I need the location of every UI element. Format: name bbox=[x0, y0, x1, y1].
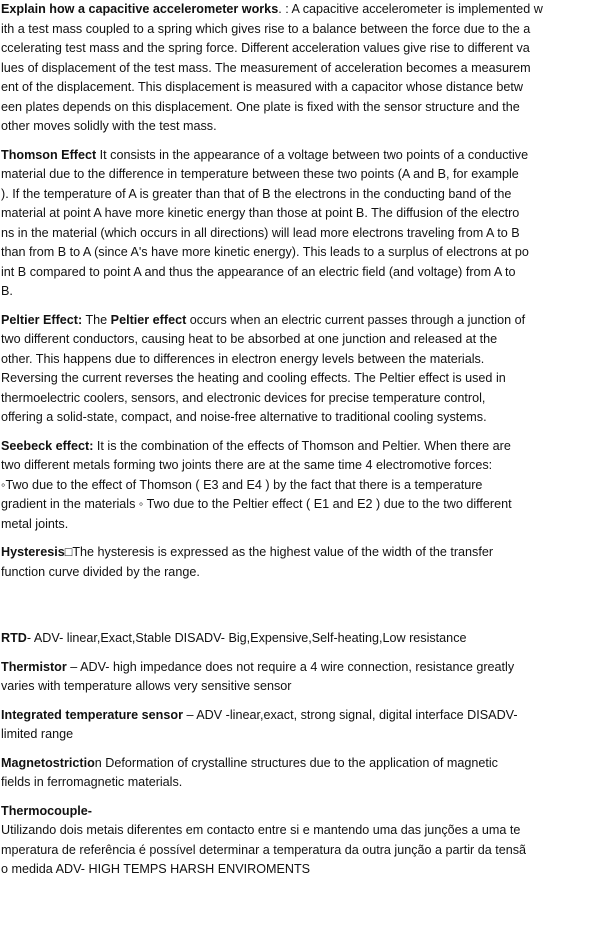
paragraph-accelerometer bbox=[1, 0, 607, 137]
text-thomson: It consists in the appearance of a voltage between two points of a conductive material due to the difference in temperature between these two points (A and B, for example ). If the temperature of A is greater than that of B the electrons in the conducting band of the material at point A have more kinetic energy than those at point B. The diffusion of the electro ns in the material (which occurs in all directions) will lead more electrons traveling from A to B than from B to A (since A's have more kinetic energy). This leads to a surplus of electrons at po int B compared to point A and thus the appearance of an electric field (and voltage) from A to B. bbox=[1, 147, 529, 298]
heading-hysteresis: Hysteresis bbox=[1, 545, 65, 559]
text-hysteresis: The hysteresis is expressed as the highest value of the width of the transfer function curve divided by the range. bbox=[1, 545, 494, 579]
text-peltier-pre: The bbox=[82, 312, 111, 327]
heading-integrated-sensor: Integrated temperature sensor bbox=[1, 707, 183, 722]
text-peltier-inline-bold: Peltier effect bbox=[110, 312, 187, 327]
heading-thermocouple: Thermocouple- bbox=[1, 803, 92, 818]
text-accelerometer: . : A capacitive accelerometer is implemented w ith a test mass coupled to a spring which gives rise to a balance between the force due to the a ccelerating test mass and the spring force. Different acceleration values give rise to different va lues of displacement of the test mass. The measurement of acceleration becomes a measurem ent of the displacement. This displacement is measured with a capacitor whose distance betw een plates depends on this displacement. One plate is fixed with the sensor structure and the other moves solidly with the test mass. bbox=[1, 2, 543, 133]
paragraph-thermocouple bbox=[1, 802, 607, 880]
spacer bbox=[1, 582, 607, 629]
text-peltier: occurs when an electric current passes through a junction of two different conductors, causing heat to be absorbed at one junction and released at the other. This happens due to differences in electron energy levels between the materials. Reversing the current reverses the heating and cooling effects. The Peltier effect is used in thermoelectric coolers, sensors, and electronic devices for precise temperature control, offering a solid-state, compact, and noise-free alternative to traditional cooling systems. bbox=[1, 312, 526, 424]
spacer bbox=[1, 649, 607, 658]
text-integrated-sensor: – ADV -linear,exact, strong signal, digital interface DISADV- limited range bbox=[1, 707, 518, 741]
spacer bbox=[1, 534, 607, 543]
spacer bbox=[1, 793, 607, 802]
spacer bbox=[1, 428, 607, 437]
spacer bbox=[1, 745, 607, 754]
text-magnetostriction: n Deformation of crystalline structures due to the application of magnetic fields in ferromagnetic materials. bbox=[1, 755, 498, 789]
text-rtd: - ADV- linear,Exact,Stable DISADV- Big,Expensive,Self-heating,Low resistance bbox=[26, 631, 467, 645]
paragraph-thermistor bbox=[1, 658, 607, 697]
paragraph-seebeck bbox=[1, 437, 607, 535]
text-thermocouple: Utilizando dois metais diferentes em contacto entre si e mantendo uma das junções a uma te mperatura de referência é possível determinar a temperatura da outra junção a partir da tensã o medida ADV- HIGH TEMPS HARSH ENVIROMENTS bbox=[1, 823, 527, 876]
text-thermistor: – ADV- high impedance does not require a 4 wire connection, resistance greatly varies with temperature allows very sensitive sensor bbox=[1, 659, 515, 693]
heading-thomson: Thomson Effect bbox=[1, 147, 97, 162]
heading-peltier: Peltier Effect: bbox=[1, 312, 83, 327]
box-glyph-icon: □ bbox=[64, 545, 73, 559]
spacer bbox=[1, 302, 607, 311]
spacer bbox=[1, 697, 607, 706]
paragraph-magnetostriction bbox=[1, 754, 607, 793]
paragraph-integrated-sensor bbox=[1, 706, 607, 745]
heading-thermistor: Thermistor bbox=[1, 659, 67, 674]
spacer bbox=[1, 137, 607, 146]
heading-rtd: RTD bbox=[1, 631, 27, 645]
paragraph-peltier bbox=[1, 311, 607, 428]
heading-accelerometer: Explain how a capacitive accelerometer works bbox=[1, 2, 279, 16]
text-seebeck: It is the combination of the effects of Thomson and Peltier. When there are two different metals forming two joints there are at the same time 4 electromotive forces: ◦Two due to the effect of Thomson ( E3 and E4 ) by the fact that there is a temperature gradient in the materials ◦ Two due to the Peltier effect ( E1 and E2 ) due to the two different metal joints. bbox=[1, 438, 512, 531]
heading-magnetostriction: Magnetostrictio bbox=[1, 755, 95, 770]
document-page bbox=[1, 0, 607, 880]
paragraph-hysteresis bbox=[1, 543, 607, 582]
paragraph-rtd bbox=[1, 629, 607, 649]
heading-seebeck: Seebeck effect: bbox=[1, 438, 94, 453]
paragraph-thomson bbox=[1, 146, 607, 302]
